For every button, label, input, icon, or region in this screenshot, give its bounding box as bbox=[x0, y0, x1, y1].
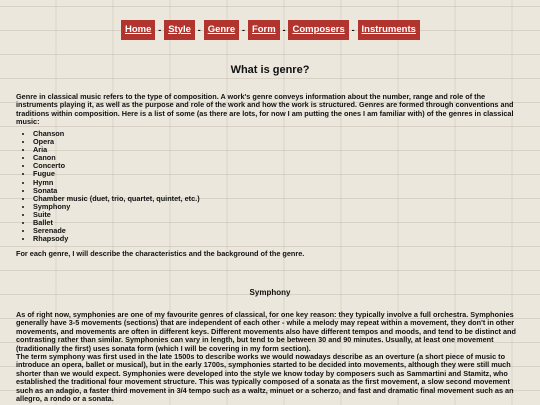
main-nav bbox=[121, 19, 420, 41]
genre-list-item: • Hymn bbox=[33, 179, 200, 187]
genre-list-item: • Ballet bbox=[33, 219, 200, 227]
genre-list-item: • Aria bbox=[33, 146, 200, 154]
genre-list-item: • Chanson bbox=[33, 130, 200, 138]
nav-separator: - bbox=[351, 25, 355, 35]
genre-list-item: • Fugue bbox=[33, 170, 200, 178]
genre-list-item: • Suite bbox=[33, 211, 200, 219]
page-title: What is genre? bbox=[230, 64, 310, 77]
nav-style-link[interactable]: Style bbox=[164, 20, 195, 40]
nav-genre-link[interactable]: Genre bbox=[204, 20, 239, 40]
nav-composers-link[interactable]: Composers bbox=[288, 20, 348, 40]
nav-separator: - bbox=[242, 25, 246, 35]
genre-note-paragraph: For each genre, I will describe the characteristics and the background of the genre. bbox=[16, 249, 305, 258]
genre-list-item: • Serenade bbox=[33, 227, 200, 235]
nav-instruments-link[interactable]: Instruments bbox=[358, 20, 420, 40]
genre-list-item: • Concerto bbox=[33, 162, 200, 170]
genre-list-item: • Chamber music (duet, trio, quartet, quintet, etc.) bbox=[33, 195, 200, 203]
nav-home-link[interactable]: Home bbox=[121, 20, 155, 40]
symphony-heading: Symphony bbox=[249, 287, 291, 297]
intro-paragraph: Genre in classical music refers to the type of composition. A work's genre conveys information about the number, range and role of the instruments playing it, as well as the purpose and role of the work and how the work is structured. Genres are formed through conventions and traditions within composition. Here is a list of some (as there are lots, for now I am putting the ones I am familiar with) of the genres in classical music: bbox=[16, 92, 514, 127]
genre-list-item: • Canon bbox=[33, 154, 200, 162]
genre-list-item: • Opera bbox=[33, 138, 200, 146]
genre-list bbox=[16, 130, 200, 243]
nav-separator: - bbox=[158, 25, 162, 35]
symphony-paragraph: As of right now, symphonies are one of my favourite genres of classical, for one key reason: they typically involve a full orchestra. Symphonies generally have 3-5 movements (sections) that are independent of each other - while a melody may repeat within a movement, they don't in other movements, and movements are often in different keys. Different movements also have different tempos and moods, and tend to be distinct and contrasting rather than similar. Symphonies can vary in length, but tend to be between 30 and 90 minutes. Usually, at least one movement (traditionally the first) uses sonata form (which I will be covering in my form section). The term symphony was first used in the late 1500s to describe works we would nowadays describe as an overture (a short piece of music to introduce an opera, ballet or musical), but in the early 1700s, symphonies started to be decided into movements, although they were still much shorter than we would expect. Symphonies were developed into the style we know today by composers such as Sammartini and Stamitz, who established the traditional four movement structure. This was typically composed of a sonata as the first movement, a slow second movement such as an adagio, a faster third movement in 3/4 tempo such as a waltz, minuet or a scherzo, and fast and dramatic final movement such as an allegro, a rondo or a sonata. bbox=[16, 310, 516, 404]
genre-list-item: • Rhapsody bbox=[33, 235, 200, 243]
genre-list-item: • Sonata bbox=[33, 187, 200, 195]
nav-form-link[interactable]: Form bbox=[248, 20, 280, 40]
genre-list-item: • Symphony bbox=[33, 203, 200, 211]
nav-separator: - bbox=[197, 25, 201, 35]
nav-separator: - bbox=[282, 25, 286, 35]
